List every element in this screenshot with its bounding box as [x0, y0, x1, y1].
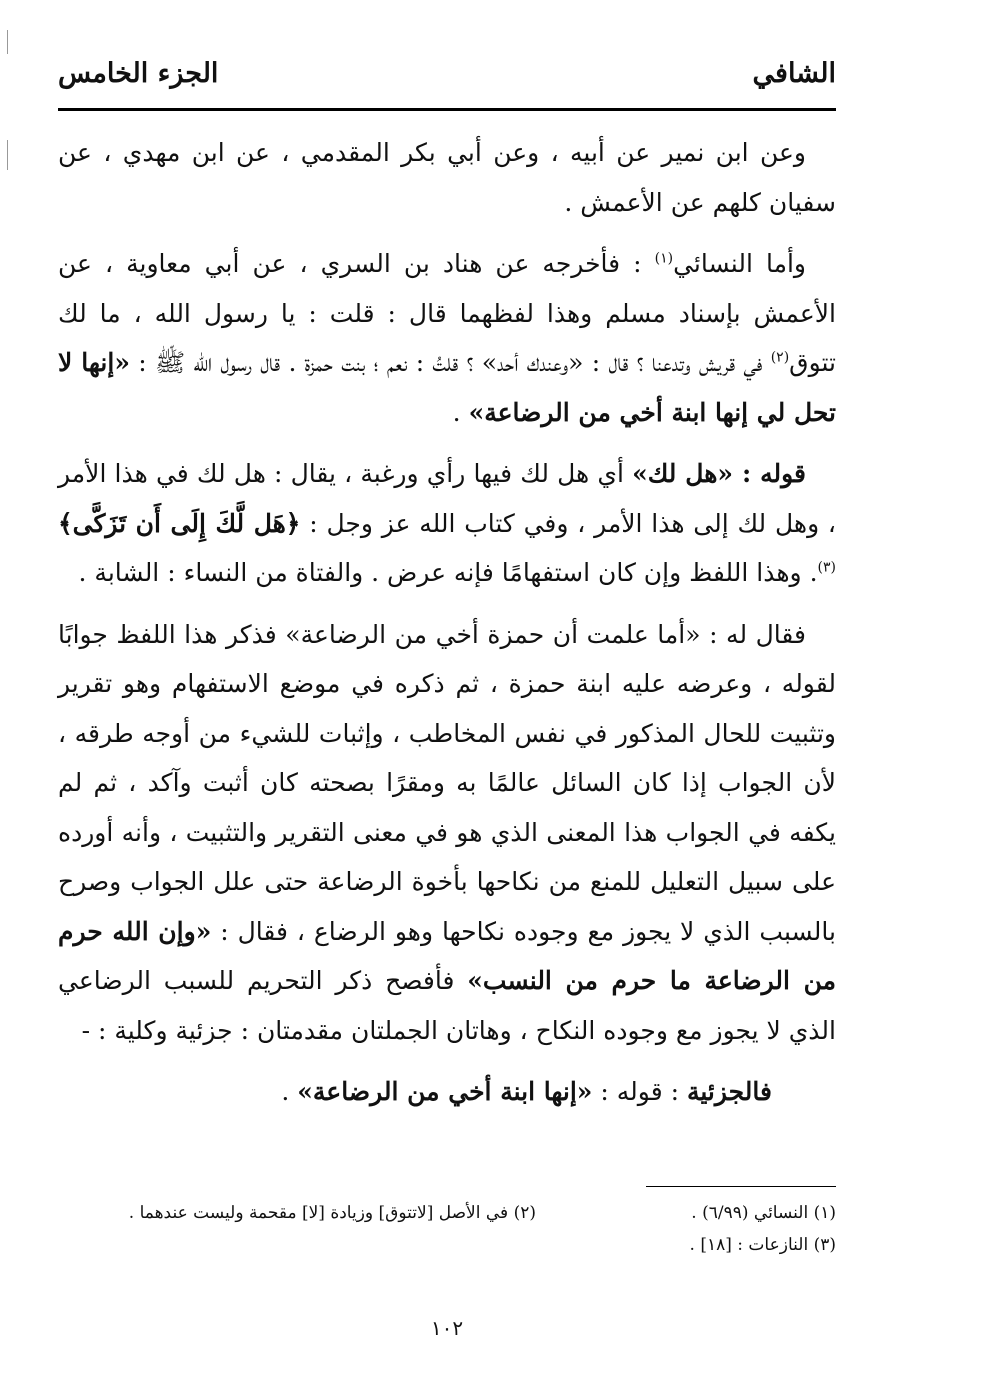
footnote-rule [646, 1186, 836, 1187]
footnote-ref-1: (١) [654, 250, 674, 267]
hadith-quote-2: «وإن الله حرم من الرضاعة ما حرم من النسب» [58, 916, 837, 995]
paragraph-2: وأما النسائي$^{(١)}$ : فأخرجه عن هناد بن السري ، عن أبي معاوية ، عن الأعمش بإسناد مسلم وهذا لفظهما قال : قلت : يا رسول الله ، ما لك تتوق$^{(٢)}$ في قريش وتدعنا ؟ قال : «وعندك أحد» ؟ قلتُ : نعم ؛ بنت حمزة . قال رسول الله ﷺ : «إنها لا تحل لي إنها ابنة أخي من الرضاعة» . [58, 249, 836, 427]
footnotes [58, 1197, 836, 1261]
header-rule [58, 108, 836, 111]
footnote-1: (١) النسائي (٦/٩٩) . [691, 1203, 836, 1223]
term-hal-laka: قوله : «هل لك» [632, 459, 806, 488]
paragraph-3: قوله : «هل لك» أي هل لك فيها رأي ورغبة ، يقال : هل لك في هذا الأمر ، وهل لك إلى هذا الأمر ، وفي كتاب الله عز وجل : ﴿هَل لَّكَ إِلَى أَن تَزَكَّى﴾$^{(٣)}$. وهذا اللفظ وإن كان استفهامًا فإنه عرض . والفتاة من النساء : الشابة . [58, 459, 836, 587]
volume-label: الجزء الخامس [58, 58, 219, 89]
main-text [58, 128, 836, 1129]
footnote-ref-2: (٢) [770, 349, 790, 366]
term-juziyya: فالجزئية [686, 1077, 772, 1106]
paragraph-5: فالجزئية : قوله : «إنها ابنة أخي من الرضاعة» . [281, 1077, 772, 1106]
hadith-quote: «إنها لا تحل لي إنها ابنة أخي من الرضاعة» [58, 348, 836, 427]
page-number: ١٠٢ [430, 1316, 464, 1340]
quran-verse: ﴿هَل لَّكَ إِلَى أَن تَزَكَّى﴾ [58, 508, 301, 538]
left-edge-mark-top [7, 30, 8, 54]
footnote-2: (٢) في الأصل [لاتتوق] وزيادة [لا] مقحمة وليست عندهما . [128, 1203, 536, 1223]
book-page [58, 0, 836, 1378]
paragraph-4: فقال له : «أما علمت أن حمزة أخي من الرضاعة» فذكر هذا اللفظ جوابًا لقوله ، وعرضه عليه ابنة حمزة ، ثم ذكره في موضع الاستفهام وهو تقرير وتثبيت للحال المذكور في نفس المخاطب ، وإثبات للشيء من أوجه طرقه ، لأن الجواب إذا كان السائل عالمًا به ومقرًا بصحته كان أثبت وآكد ، ثم لم يكفه في الجواب هذا المعنى الذي هو في معنى التقرير والتثبيت ، وأنه أورده على سبيل التعليل للمنع من نكاحها بأخوة الرضاعة حتى علل الجواب وصرح بالسبب الذي لا يجوز مع وجوده نكاحها وهو الرضاع ، فقال : «وإن الله حرم من الرضاعة ما حرم من النسب» فأفصح ذكر التحريم للسبب الرضاعي الذي لا يجوز مع وجوده النكاح ، وهاتان الجملتان مقدمتان : جزئية وكلية : - [58, 619, 837, 1045]
footnote-3: (٣) النازعات : [١٨] . [689, 1235, 836, 1255]
left-edge-mark-bottom [7, 140, 8, 170]
hadith-quote-3: «إنها ابنة أخي من الرضاعة» [297, 1077, 593, 1106]
paragraph-1: وعن ابن نمير عن أبيه ، وعن أبي بكر المقدمي ، عن ابن مهدي ، عن سفيان كلهم عن الأعمش . [58, 138, 836, 217]
book-title: الشافي [752, 58, 836, 89]
running-header [58, 58, 836, 98]
footnote-ref-3: (٣) [817, 559, 836, 576]
